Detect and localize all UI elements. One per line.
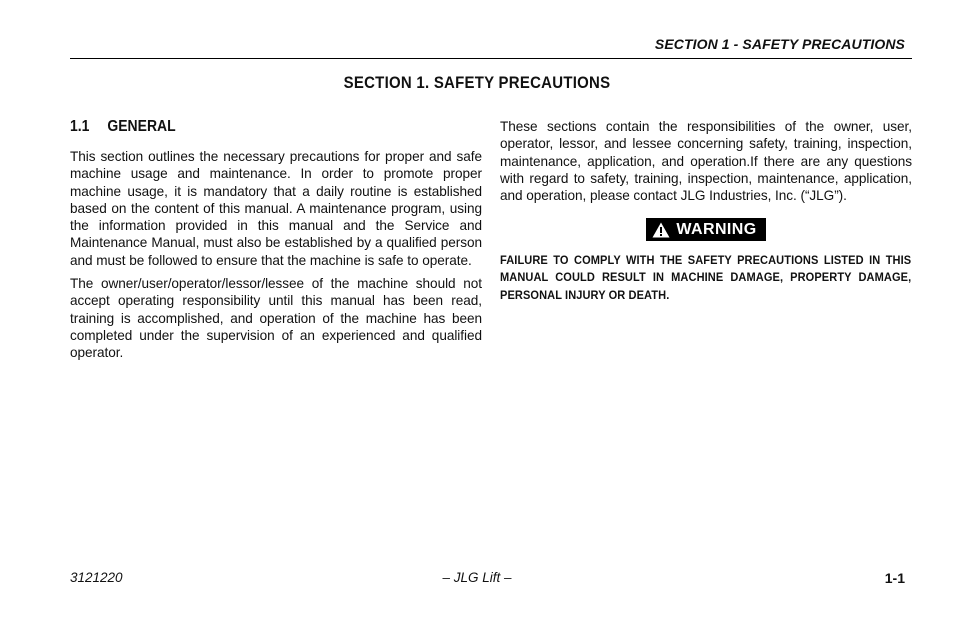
warning-label: WARNING <box>676 220 757 238</box>
running-head: SECTION 1 - SAFETY PRECAUTIONS <box>654 36 905 52</box>
warning-badge <box>646 218 765 241</box>
left-column <box>70 118 482 368</box>
header-rule <box>70 58 912 59</box>
footer-doc-number: 3121220 <box>70 570 123 585</box>
subsection-heading <box>70 118 441 136</box>
page-number: 1-1 <box>884 570 905 586</box>
section-title: SECTION 1. SAFETY PRECAUTIONS <box>343 73 611 92</box>
right-column <box>500 118 912 304</box>
warning-text: FAILURE TO COMPLY WITH THE SAFETY PRECAUTIONS LISTED IN THIS MANUAL COULD RESULT IN MACHINE DAMAGE, PROPERTY DAMAGE, PERSONAL INJURY OR DEATH. <box>500 252 912 302</box>
body-paragraph: This section outlines the necessary precautions for proper and safe machine usage and maintenance. In order to promote proper machine usage, it is mandatory that a daily routine is established based on the content of this manual. A maintenance program, using the information provided in this manual and the Service and Maintenance Manual, must also be established by a qualified person and must be followed to ensure that the machine is safe to operate. <box>70 149 482 268</box>
body-paragraph: These sections contain the responsibilities of the owner, user, operator, lessor, and lessee concerning safety, training, inspection, maintenance, application, and operation.If there are any questions with regard to safety, training, inspection, maintenance, application, and operation, please contact JLG Industries, Inc. (“JLG”). <box>500 119 912 204</box>
footer-center-text: – JLG Lift – <box>442 570 512 585</box>
subsection-title: GENERAL <box>107 118 176 135</box>
warning-triangle-icon <box>652 222 670 238</box>
subsection-number: 1.1 <box>70 118 90 135</box>
body-paragraph: The owner/user/operator/lessor/lessee of the machine should not accept operating responsibility until this manual has been read, training is accomplished, and operation of the machine has been completed under the supervision of an experienced and qualified operator. <box>70 276 482 361</box>
warning-banner <box>500 218 912 243</box>
